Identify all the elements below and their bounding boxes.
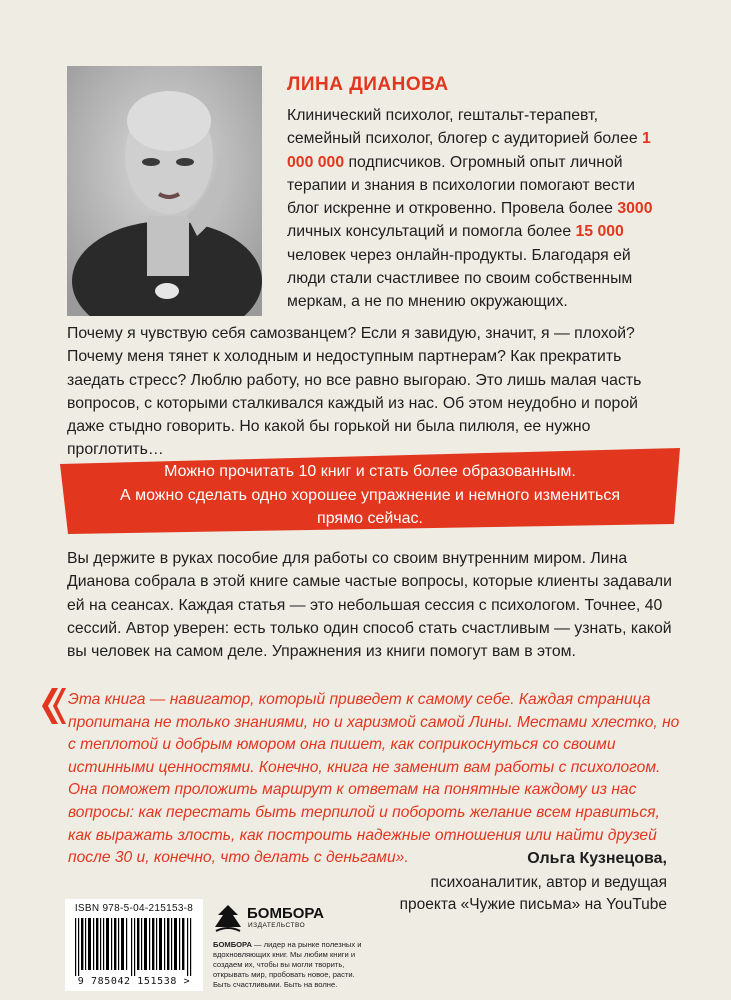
reviewer-name: Ольга Кузнецова, <box>527 850 667 867</box>
author-photo <box>67 66 262 316</box>
barcode-number: 9 785042 151538 > <box>77 976 191 987</box>
banner-line-3: прямо сейчас. <box>317 510 423 527</box>
author-bio: Клинический психолог, гештальт-терапевт, семейный психолог, блогер с аудиторией более 1 000 000 подписчиков. Огромный опыт личной терапии и знания в психологии помогают вести блог искренне и откровенно. Провела более 3000 личных консультаций и помогла более 15 000 человек через онлайн-продукты. Благодаря ей люди стали счастливее по своим собственным меркам, а не по мнению окружающих. <box>287 107 653 311</box>
review-quote: Эта книга — навигатор, который приведет к самому себе. Каждая страница пропитана не только знаниями, но и харизмой самой Лины. Местами хлестко, но с теплотой и добрым юмором она пишет, как соприкоснуться со своими истинными ценностями. Конечно, книга не заменит вам работы с психологом. Она поможет проложить маршрут к ответам на понятные каждому из нас вопросы: как перестать быть терпилой и побороть желание всем нравиться, как выражать злость, как построить надежные отношения или найти друзей после 30 и, конечно, что делать с деньгами». <box>68 691 680 867</box>
publisher-logo-text: БОМБОРА <box>247 905 324 922</box>
intro-paragraph: Почему я чувствую себя самозванцем? Если я завидую, значит, я — плохой? Почему меня тянет к холодным и недоступным партнерам? Как прекратить заедать стресс? Люблю работу, но все равно выгораю. Это лишь малая часть вопросов, с которыми сталкивался каждый из нас. Об этом неудобно и порой даже стыдно говорить. Но какой бы горькой ни была пилюля, ее нужно проглотить… <box>67 325 642 459</box>
quote-mark-icon <box>40 686 66 726</box>
helped-count: 15 000 <box>575 223 624 241</box>
subscribers-count: 1 000 000 <box>287 130 651 171</box>
banner-line-1: Можно прочитать 10 книг и стать более образованным. <box>164 463 576 480</box>
reviewer-role: психоаналитик, автор и ведущая проекта «Чужие письма» на YouTube <box>399 874 667 913</box>
barcode-bars <box>73 918 195 976</box>
barcode <box>65 899 203 991</box>
banner-line-2: А можно сделать одно хорошее упражнение и немного измениться <box>119 486 621 504</box>
book-description: Вы держите в руках пособие для работы со своим внутренним миром. Лина Дианова собрала в этой книге самые частые вопросы, которые клиенты задавали ей на сеансах. Каждая статья — это небольшая сессия с психологом. Точнее, 40 сессий. Автор уверен: есть только один способ стать счастливым — узнать, какой вы человек на самом деле. Упражнения из книги помогут вам в этом. <box>67 550 672 661</box>
bombora-logo-icon <box>213 903 243 933</box>
publisher-blurb: БОМБОРА — лидер на рынке полезных и вдохновляющих книг. Мы любим книги и создаем их, чтобы вы могли творить, открывать мир, пробовать новое, расти. Быть счастливыми. Быть на волне. <box>213 940 362 989</box>
highlight-banner <box>60 448 680 534</box>
consultations-count: 3000 <box>617 200 653 218</box>
publisher-logo-sub: ИЗДАТЕЛЬСТВО <box>248 922 306 929</box>
author-name: ЛИНА ДИАНОВА <box>287 74 449 95</box>
isbn-label: ISBN 978-5-04-215153-8 <box>74 903 194 914</box>
